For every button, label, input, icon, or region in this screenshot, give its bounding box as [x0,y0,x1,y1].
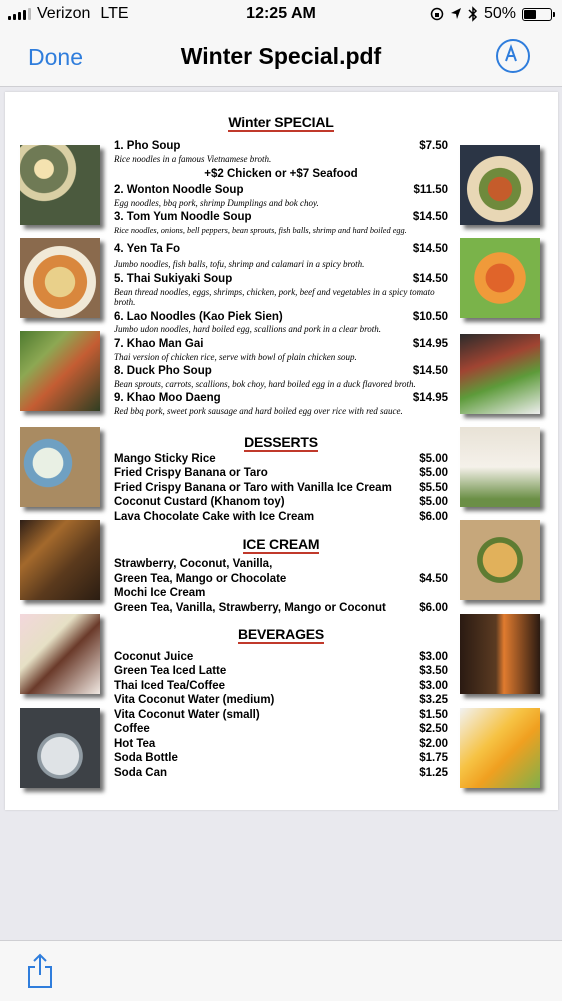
menu-item-description: Red bbq pork, sweet pork sausage and hard boiled egg over rice with red sauce. [114,406,403,416]
battery-fill [524,10,536,19]
food-photo-egg-soup [20,145,100,225]
menu-item: Coconut Juice $3.00 [114,651,448,663]
menu-item: 1. Pho Soup $7.50 [114,140,448,152]
menu-item: Strawberry, Coconut, Vanilla, [114,558,273,570]
pdf-page[interactable] [5,92,558,810]
share-icon[interactable] [26,953,54,989]
battery-percent: 50% [483,5,516,22]
menu-item-description: Rice noodles, onions, bell peppers, bean sprouts, fish balls, shrimp and hard boiled egg. [114,226,407,235]
menu-item: 4. Yen Ta Fo $14.50 [114,243,448,255]
menu-item: 6. Lao Noodles (Kao Piek Sien) $10.50 [114,311,448,323]
food-photo-dumplings [20,427,100,507]
menu-item: 7. Khao Man Gai $14.95 [114,338,448,350]
menu-item-description: Bean sprouts, carrots, scallions, bok choy, hard boiled egg in a duck flavored broth. [114,379,416,389]
clock: 12:25 AM [246,5,316,22]
menu-item: Fried Crispy Banana or Taro $5.00 [114,467,448,479]
carrier-label: Verizon [37,5,91,22]
food-photo-fried-banana [20,520,100,600]
menu-item: Coconut Custard (Khanom toy) $5.00 [114,496,448,508]
menu-item: 9. Khao Moo Daeng $14.95 [114,392,448,404]
menu-item: Soda Can $1.25 [114,767,448,779]
food-photo-rice-noodles [460,427,540,507]
menu-item: Green Tea, Mango or Chocolate $4.50 [114,573,448,585]
markup-pen-icon[interactable] [496,39,530,73]
menu-item: 5. Thai Sukiyaki Soup $14.50 [114,273,448,285]
menu-item: Green Tea, Vanilla, Strawberry, Mango or Coconut $6.00 [114,602,448,614]
food-photo-pho [460,520,540,600]
network-label: LTE [100,5,129,22]
menu-item-description: Jumbo noodles, fish balls, tofu, shrimp and calamari in a spicy broth. [114,259,365,269]
menu-item: Vita Coconut Water (medium) $3.25 [114,694,448,706]
battery-icon [522,8,552,21]
menu-item: Mochi Ice Cream [114,587,206,599]
bottom-toolbar [0,940,562,1001]
food-photo-shrimp-soup [20,238,100,318]
food-photo-iced-drinks [460,614,540,694]
menu-item-description: Rice noodles in a famous Vietnamese broth. [114,154,272,164]
menu-item: Hot Tea $2.00 [114,738,448,750]
section-title-beverages: BEVERAGES [237,626,325,642]
document-title: Winter Special.pdf [180,43,382,69]
menu-item-description: Egg noodles, bbq pork, shrimp Dumplings and bok choy. [114,198,319,208]
food-photo-coconut-custard [20,708,100,788]
food-photo-bbq-pork [460,334,540,414]
menu-item: Green Tea Iced Latte $3.50 [114,665,448,677]
section-title-ice-cream: ICE CREAM [242,536,320,552]
menu-item: Vita Coconut Water (small) $1.50 [114,709,448,721]
food-photo-mango-sticky-rice [460,708,540,788]
menu-item: Thai Iced Tea/Coffee $3.00 [114,680,448,692]
menu-item: 2. Wonton Noodle Soup $11.50 [114,184,448,196]
status-bar [0,0,562,30]
menu-item: Mango Sticky Rice $5.00 [114,453,448,465]
status-right [430,5,552,23]
menu-item: Coffee $2.50 [114,723,448,735]
section-title-winter-special: Winter SPECIAL [228,114,334,130]
menu-item: 8. Duck Pho Soup $14.50 [114,365,448,377]
menu-item: 3. Tom Yum Noodle Soup $14.50 [114,211,448,223]
menu-item: Fried Crispy Banana or Taro with Vanilla Ice Cream $5.50 [114,482,448,494]
addon-line: +$2 Chicken or +$7 Seafood [204,168,358,180]
menu-item-description: Bean thread noodles, eggs, shrimps, chicken, pork, beef and vegetables in a spicy tomato broth. [114,287,435,307]
menu-item-description: Thai version of chicken rice, serve with bowl of plain chicken soup. [114,352,357,362]
food-photo-mochi [20,614,100,694]
navigation-bar [0,30,562,87]
location-icon [450,7,462,21]
food-photo-noodle-bowl [460,145,540,225]
food-photo-tom-yum [460,238,540,318]
food-photo-herb-soup [20,331,100,411]
done-button[interactable]: Done [28,44,83,70]
menu-item-description: Jumbo udon noodles, hard boiled egg, scallions and pork in a clear broth. [114,324,382,334]
section-title-desserts: DESSERTS [244,434,318,450]
bluetooth-icon [468,6,478,22]
orientation-lock-icon [430,7,444,21]
menu-item: Lava Chocolate Cake with Ice Cream $6.00 [114,511,448,523]
menu-item: Soda Bottle $1.75 [114,752,448,764]
